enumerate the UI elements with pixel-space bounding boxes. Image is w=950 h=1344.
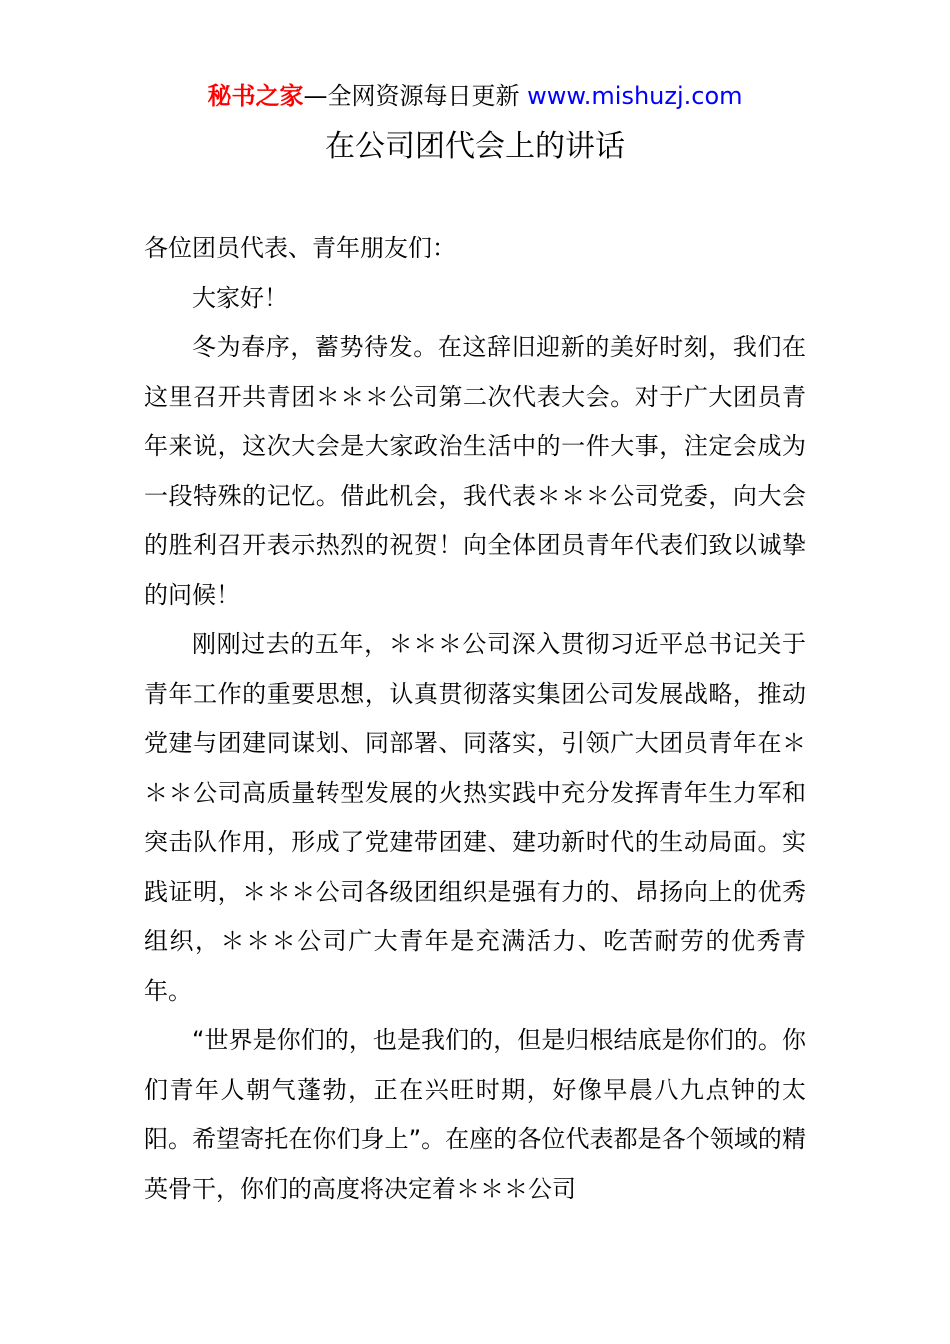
document-body: [144, 224, 806, 1214]
salutation: 各位团员代表、青年朋友们：: [144, 234, 456, 262]
paragraph: 刚刚过去的五年，＊＊＊公司深入贯彻习近平总书记关于青年工作的重要思想，认真贯彻落实集团公司发展战略，推动党建与团建同谋划、同部署、同落实，引领广大团员青年在＊＊＊公司高质量转型发展的火热实践中充分发挥青年生力军和突击队作用，形成了党建带团建、建功新时代的生动局面。实践证明，＊＊＊公司各级团组织是强有力的、昂扬向上的优秀组织，＊＊＊公司广大青年是充满活力、吃苦耐劳的优秀青年。: [144, 630, 806, 1005]
paragraph: 冬为春序，蓄势待发。在这辞旧迎新的美好时刻，我们在这里召开共青团＊＊＊公司第二次代表大会。对于广大团员青年来说，这次大会是大家政治生活中的一件大事，注定会成为一段特殊的记忆。借此机会，我代表＊＊＊公司党委，向大会的胜利召开表示热烈的祝贺！向全体团员青年代表们致以诚挚的问候！: [144, 333, 806, 609]
site-header: [0, 80, 950, 112]
document-title: 在公司团代会上的讲话: [325, 129, 625, 164]
header-tagline: —全网资源每日更新: [303, 82, 520, 110]
paragraph: “世界是你们的，也是我们的，但是归根结底是你们的。你们青年人朝气蓬勃，正在兴旺时期，好像早晨八九点钟的太阳。希望寄托在你们身上”。在座的各位代表都是各个领域的精英骨干，你们的高度将决定着＊＊＊公司: [144, 1026, 806, 1203]
site-url-link[interactable]: www.mishuzj.com: [527, 82, 743, 110]
paragraph: 大家好！: [192, 283, 288, 312]
brand-name: 秘书之家: [207, 82, 304, 110]
